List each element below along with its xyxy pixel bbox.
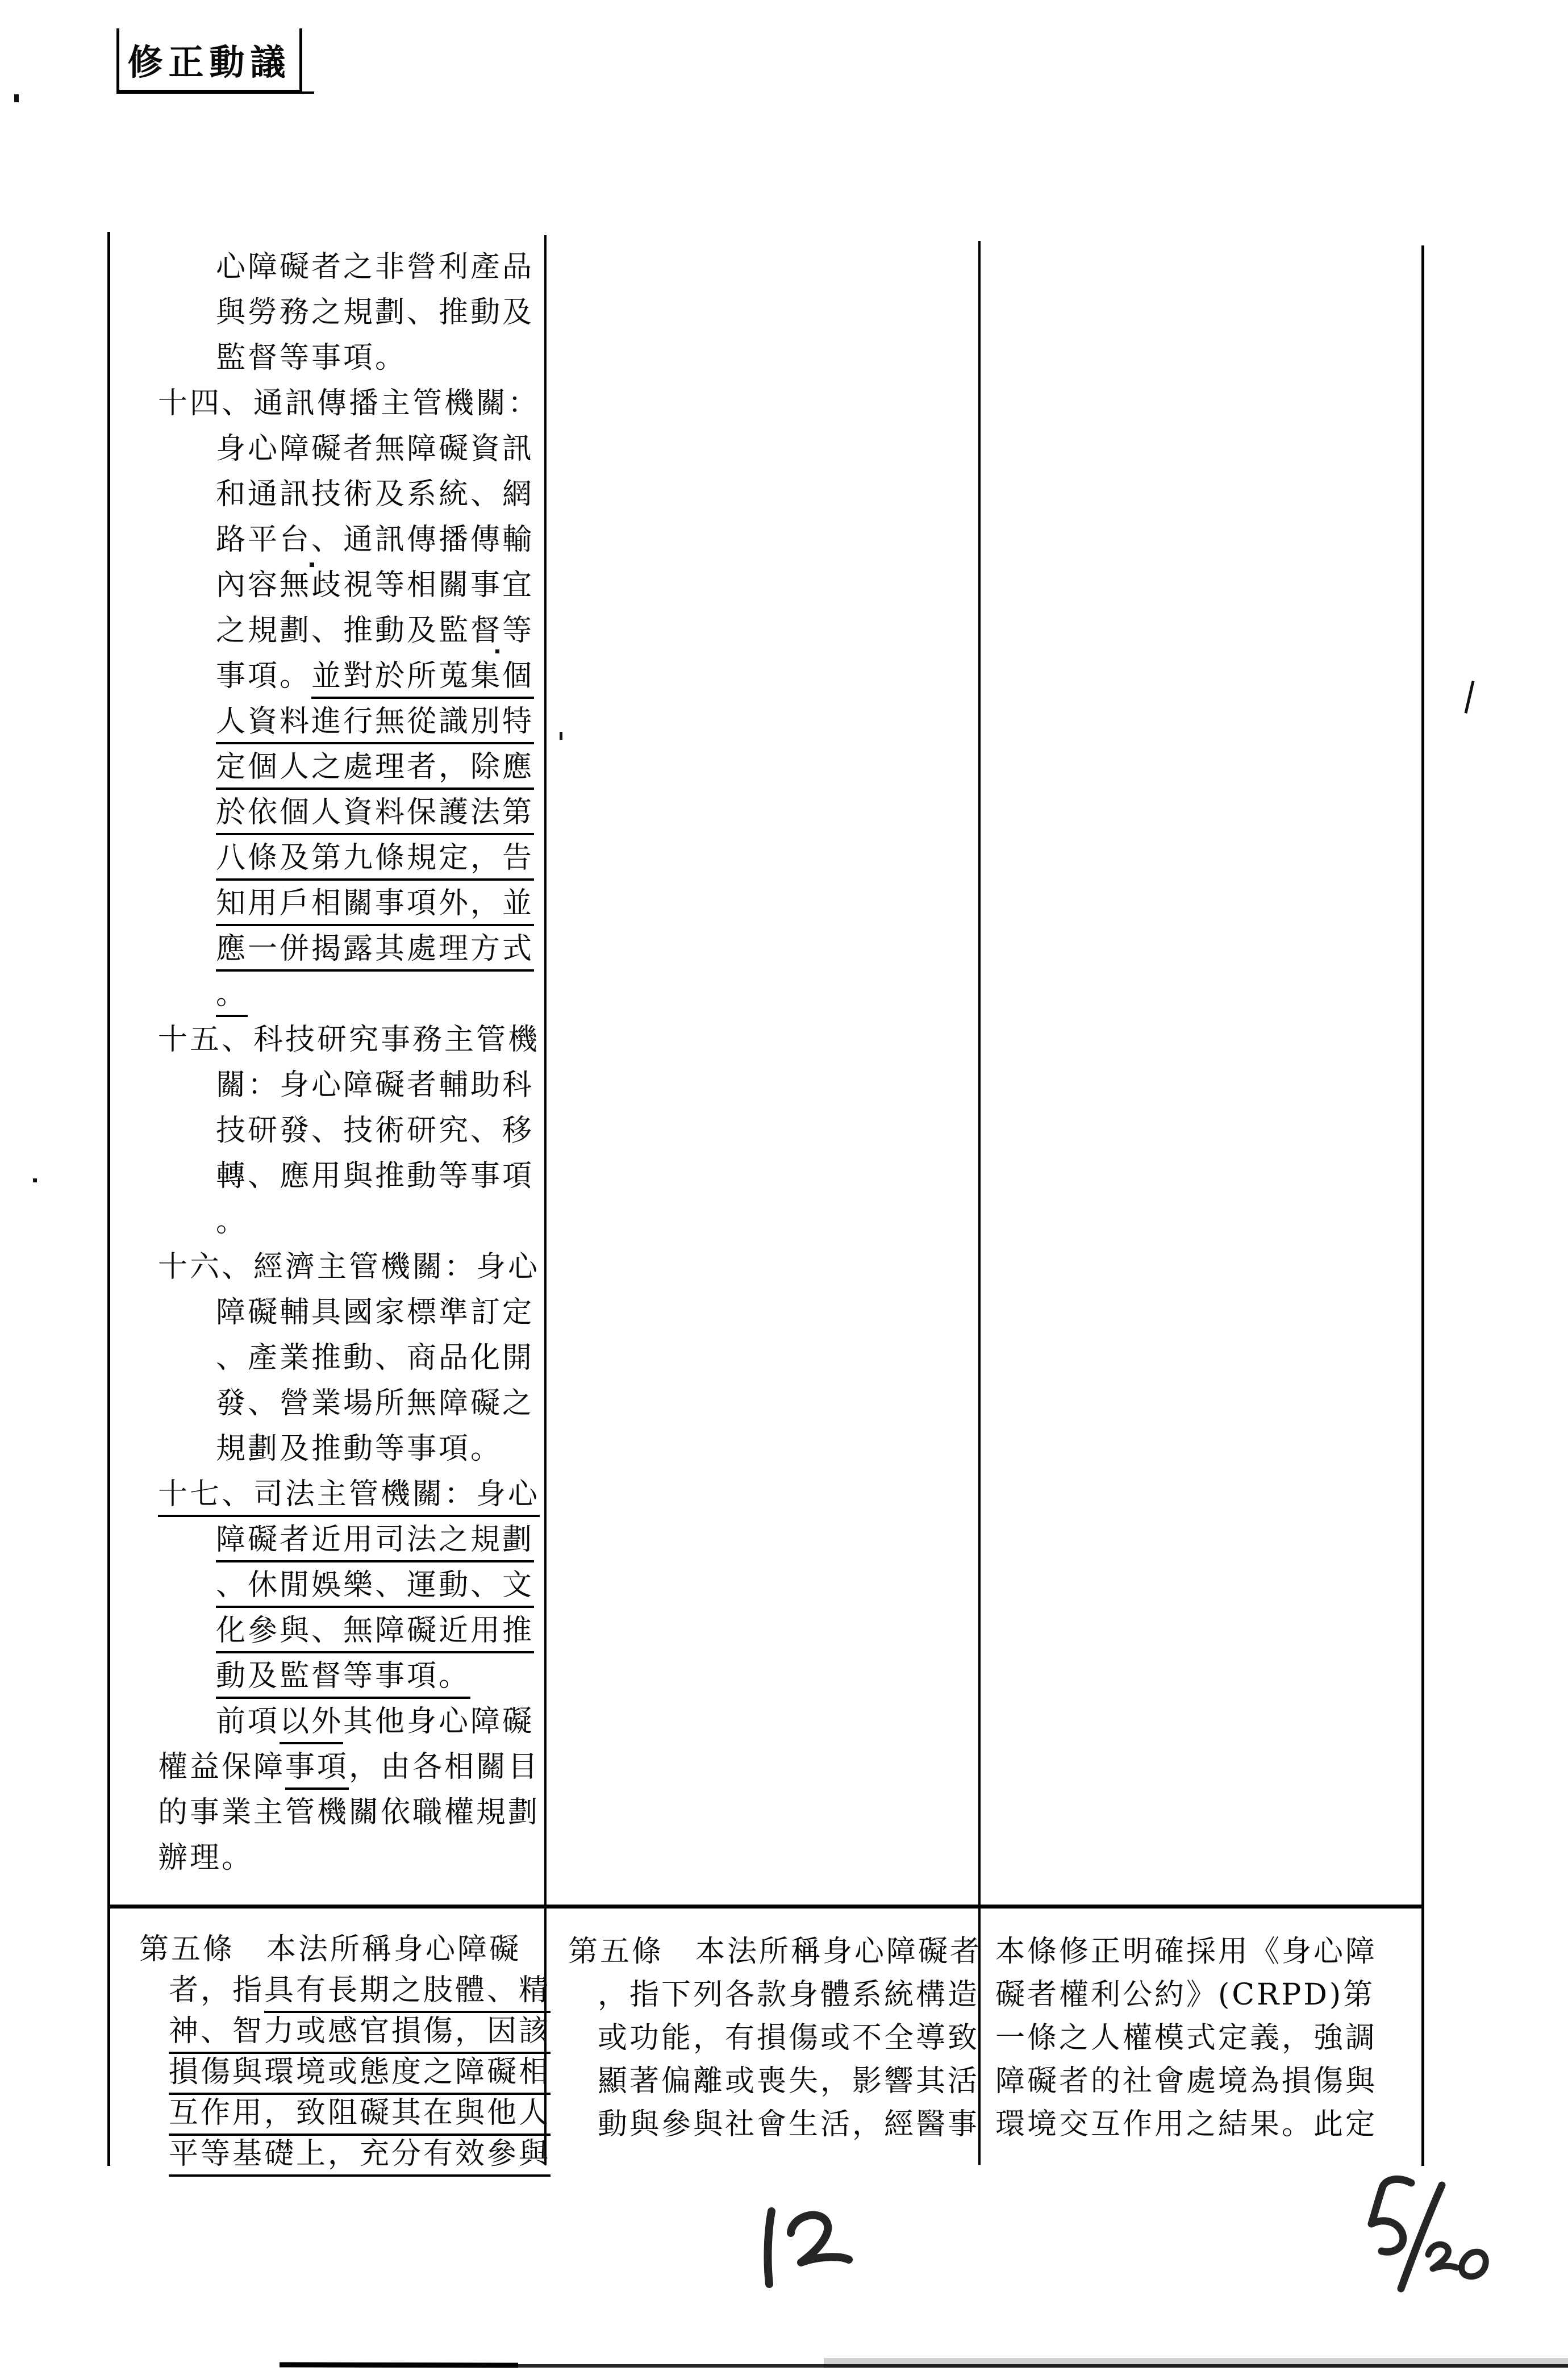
text-line — [995, 2060, 1410, 2103]
text-line — [139, 1929, 537, 1970]
text-line — [169, 2093, 551, 2134]
text-segment: 之規劃、推動及監督等 — [216, 614, 535, 648]
text-segment: 路平台、通訊傳播傳輸 — [216, 523, 535, 557]
underlined-text-segment: 應一併揭露其處理方式 — [216, 932, 534, 972]
text-segment: 者，指 — [169, 1973, 265, 2007]
underlined-text-segment: 事項 — [285, 1750, 349, 1790]
underlined-text-segment: 損傷與環境或態度之障礙相 — [169, 2055, 551, 2095]
text-segment: 環境交互作用之結果。此定 — [995, 2107, 1378, 2141]
text-line — [216, 1608, 550, 1653]
text-segment: 第五條 本法所稱身心障礙者 — [568, 1935, 982, 1969]
table-border-left — [107, 232, 110, 2166]
stamp-border-artifact — [198, 91, 314, 94]
text-segment: 前項 — [216, 1705, 280, 1739]
text-line — [158, 1790, 550, 1835]
text-line — [158, 1472, 550, 1517]
underlined-text-segment: 化參與、無障礙近用推 — [216, 1614, 534, 1653]
text-line — [598, 2103, 980, 2146]
text-line — [216, 744, 550, 790]
text-line — [216, 290, 550, 335]
text-segment: 本條修正明確採用《身心障 — [995, 1935, 1378, 1969]
text-line — [158, 1017, 550, 1062]
scan-speck — [310, 562, 314, 567]
text-segment: 十四、通訊傳播主管機關： — [158, 386, 540, 420]
underlined-text-segment: 以外 — [280, 1705, 343, 1744]
text-segment: 發、營業場所無障礙之 — [216, 1386, 535, 1420]
text-segment: 礙者權利公約》(CRPD)第 — [995, 1978, 1375, 2012]
table-cell-row2-explanation — [995, 1930, 1410, 2146]
text-line — [216, 1699, 550, 1744]
text-segment: 與勞務之規劃、推動及 — [216, 295, 535, 330]
text-segment: 障礙輔具國家標準訂定 — [216, 1295, 535, 1330]
scan-speck — [33, 1178, 37, 1182]
text-segment: ，由各相關目 — [349, 1750, 540, 1784]
text-line — [216, 335, 550, 381]
text-line — [216, 1108, 550, 1153]
scan-speck-slash — [1465, 681, 1475, 714]
stamp-text: 修正動議 — [127, 41, 291, 83]
text-line — [216, 1199, 550, 1244]
scan-artifact-line — [280, 2362, 518, 2368]
text-line — [995, 1973, 1410, 2016]
text-segment: 一條之人權模式定義，強調 — [995, 2021, 1378, 2055]
text-segment: 障礙者的社會處境為損傷與 — [995, 2064, 1378, 2098]
text-segment: 事項。 — [216, 659, 312, 693]
text-segment: 和通訊技術及系統、網 — [216, 477, 535, 511]
underlined-text-segment: 具有長期之肢體、精 — [264, 1973, 551, 2013]
table-column-divider-2 — [978, 241, 981, 2165]
text-segment: 顯著偏離或喪失，影響其活 — [598, 2064, 980, 2098]
text-line — [995, 2103, 1410, 2146]
underlined-text-segment: 動及監督等事項。 — [216, 1659, 470, 1699]
text-line — [216, 1653, 550, 1699]
table-cell-row2-amendment — [139, 1929, 551, 2174]
text-line — [568, 1930, 982, 1973]
amendment-stamp-box — [116, 28, 302, 94]
underlined-text-segment: 八條及第九條規定，告 — [216, 841, 534, 881]
text-line — [169, 2134, 551, 2174]
text-segment: 關：身心障礙者輔助科 — [216, 1068, 535, 1102]
text-line — [216, 1517, 550, 1562]
text-segment: 規劃及推動等事項。 — [216, 1432, 503, 1466]
text-line — [158, 1244, 550, 1290]
text-segment: 監督等事項。 — [216, 341, 407, 375]
underlined-text-segment: 並對於所蒐集個 — [311, 659, 534, 699]
text-line — [216, 1426, 550, 1472]
text-line — [216, 1335, 550, 1381]
text-segment: 權益保障 — [158, 1750, 286, 1784]
text-segment: 第五條 本法所稱身心障礙 — [139, 1932, 522, 1966]
text-line — [158, 1744, 550, 1790]
text-line — [216, 472, 550, 517]
text-line — [598, 2060, 980, 2103]
text-line — [598, 2016, 980, 2060]
text-line — [995, 1930, 1410, 1973]
text-line — [158, 381, 550, 426]
text-line — [216, 790, 550, 835]
underlined-text-segment: 知用戶相關事項外，並 — [216, 886, 534, 926]
text-segment: 或功能，有損傷或不全導致 — [598, 2021, 980, 2055]
text-line — [216, 1290, 550, 1335]
text-line — [216, 608, 550, 653]
table-row-divider — [107, 1905, 1424, 1909]
text-line — [995, 2016, 1410, 2060]
text-line — [216, 426, 550, 472]
scan-speck — [14, 94, 19, 102]
text-segment: 的事業主管機關依職權規劃 — [158, 1795, 540, 1830]
text-line — [216, 1062, 550, 1108]
underlined-text-segment: 十七、司法主管機關：身心 — [158, 1477, 540, 1517]
table-border-right — [1421, 245, 1424, 2166]
text-segment: 。 — [216, 1205, 248, 1239]
text-line — [216, 835, 550, 881]
table-cell-row2-current — [568, 1930, 982, 2146]
text-line — [216, 972, 550, 1017]
text-line — [216, 244, 550, 290]
scan-speck — [560, 732, 562, 740]
underlined-text-segment: 神、智力或感官損傷，因該 — [169, 2014, 551, 2054]
text-segment: 十六、經濟主管機關：身心 — [158, 1250, 540, 1284]
text-segment: 內容無歧視等相關事宜 — [216, 568, 535, 602]
text-line — [158, 1835, 550, 1881]
text-segment: 技研發、技術研究、移 — [216, 1114, 535, 1148]
underlined-text-segment: 人資料進行無從識別特 — [216, 705, 534, 744]
text-line — [216, 562, 550, 608]
text-segment: 其他身心障礙 — [343, 1705, 535, 1739]
text-line — [598, 1973, 980, 2016]
handwritten-sheet-fraction — [1345, 2169, 1493, 2300]
text-line — [216, 1381, 550, 1426]
text-line — [216, 1562, 550, 1608]
text-segment: 十五、科技研究事務主管機 — [158, 1023, 540, 1057]
handwritten-page-number — [736, 2203, 861, 2294]
text-segment: ，指下列各款身體系統構造 — [598, 1978, 980, 2012]
text-segment: 心障礙者之非營利產品 — [216, 250, 535, 284]
underlined-text-segment: 障礙者近用司法之規劃 — [216, 1523, 534, 1562]
underlined-text-segment: 定個人之處理者，除應 — [216, 750, 534, 790]
underlined-text-segment: 於依個人資料保護法第 — [216, 795, 534, 835]
text-line — [216, 517, 550, 562]
text-segment: 動與參與社會生活，經醫事 — [598, 2107, 980, 2141]
text-line — [216, 926, 550, 972]
text-line — [169, 2011, 551, 2052]
text-line — [216, 881, 550, 926]
text-line — [216, 699, 550, 744]
text-line — [169, 1970, 551, 2011]
text-line — [169, 2052, 551, 2093]
text-line — [216, 653, 550, 699]
scan-artifact-fuzz — [824, 2358, 1568, 2368]
text-segment: 轉、應用與推動等事項 — [216, 1159, 535, 1193]
text-line — [216, 1153, 550, 1199]
underlined-text-segment: 平等基礎上，充分有效參與 — [169, 2137, 551, 2177]
underlined-text-segment: 、休閒娛樂、運動、文 — [216, 1568, 534, 1608]
text-segment: 辦理。 — [158, 1841, 254, 1875]
underlined-text-segment: 。 — [216, 977, 248, 1017]
text-segment: 身心障礙者無障礙資訊 — [216, 432, 535, 466]
scan-speck — [495, 649, 499, 653]
table-cell-row1-amendment — [158, 244, 550, 1881]
underlined-text-segment: 互作用，致阻礙其在與他人 — [169, 2096, 551, 2136]
text-segment: 、產業推動、商品化開 — [216, 1341, 535, 1375]
